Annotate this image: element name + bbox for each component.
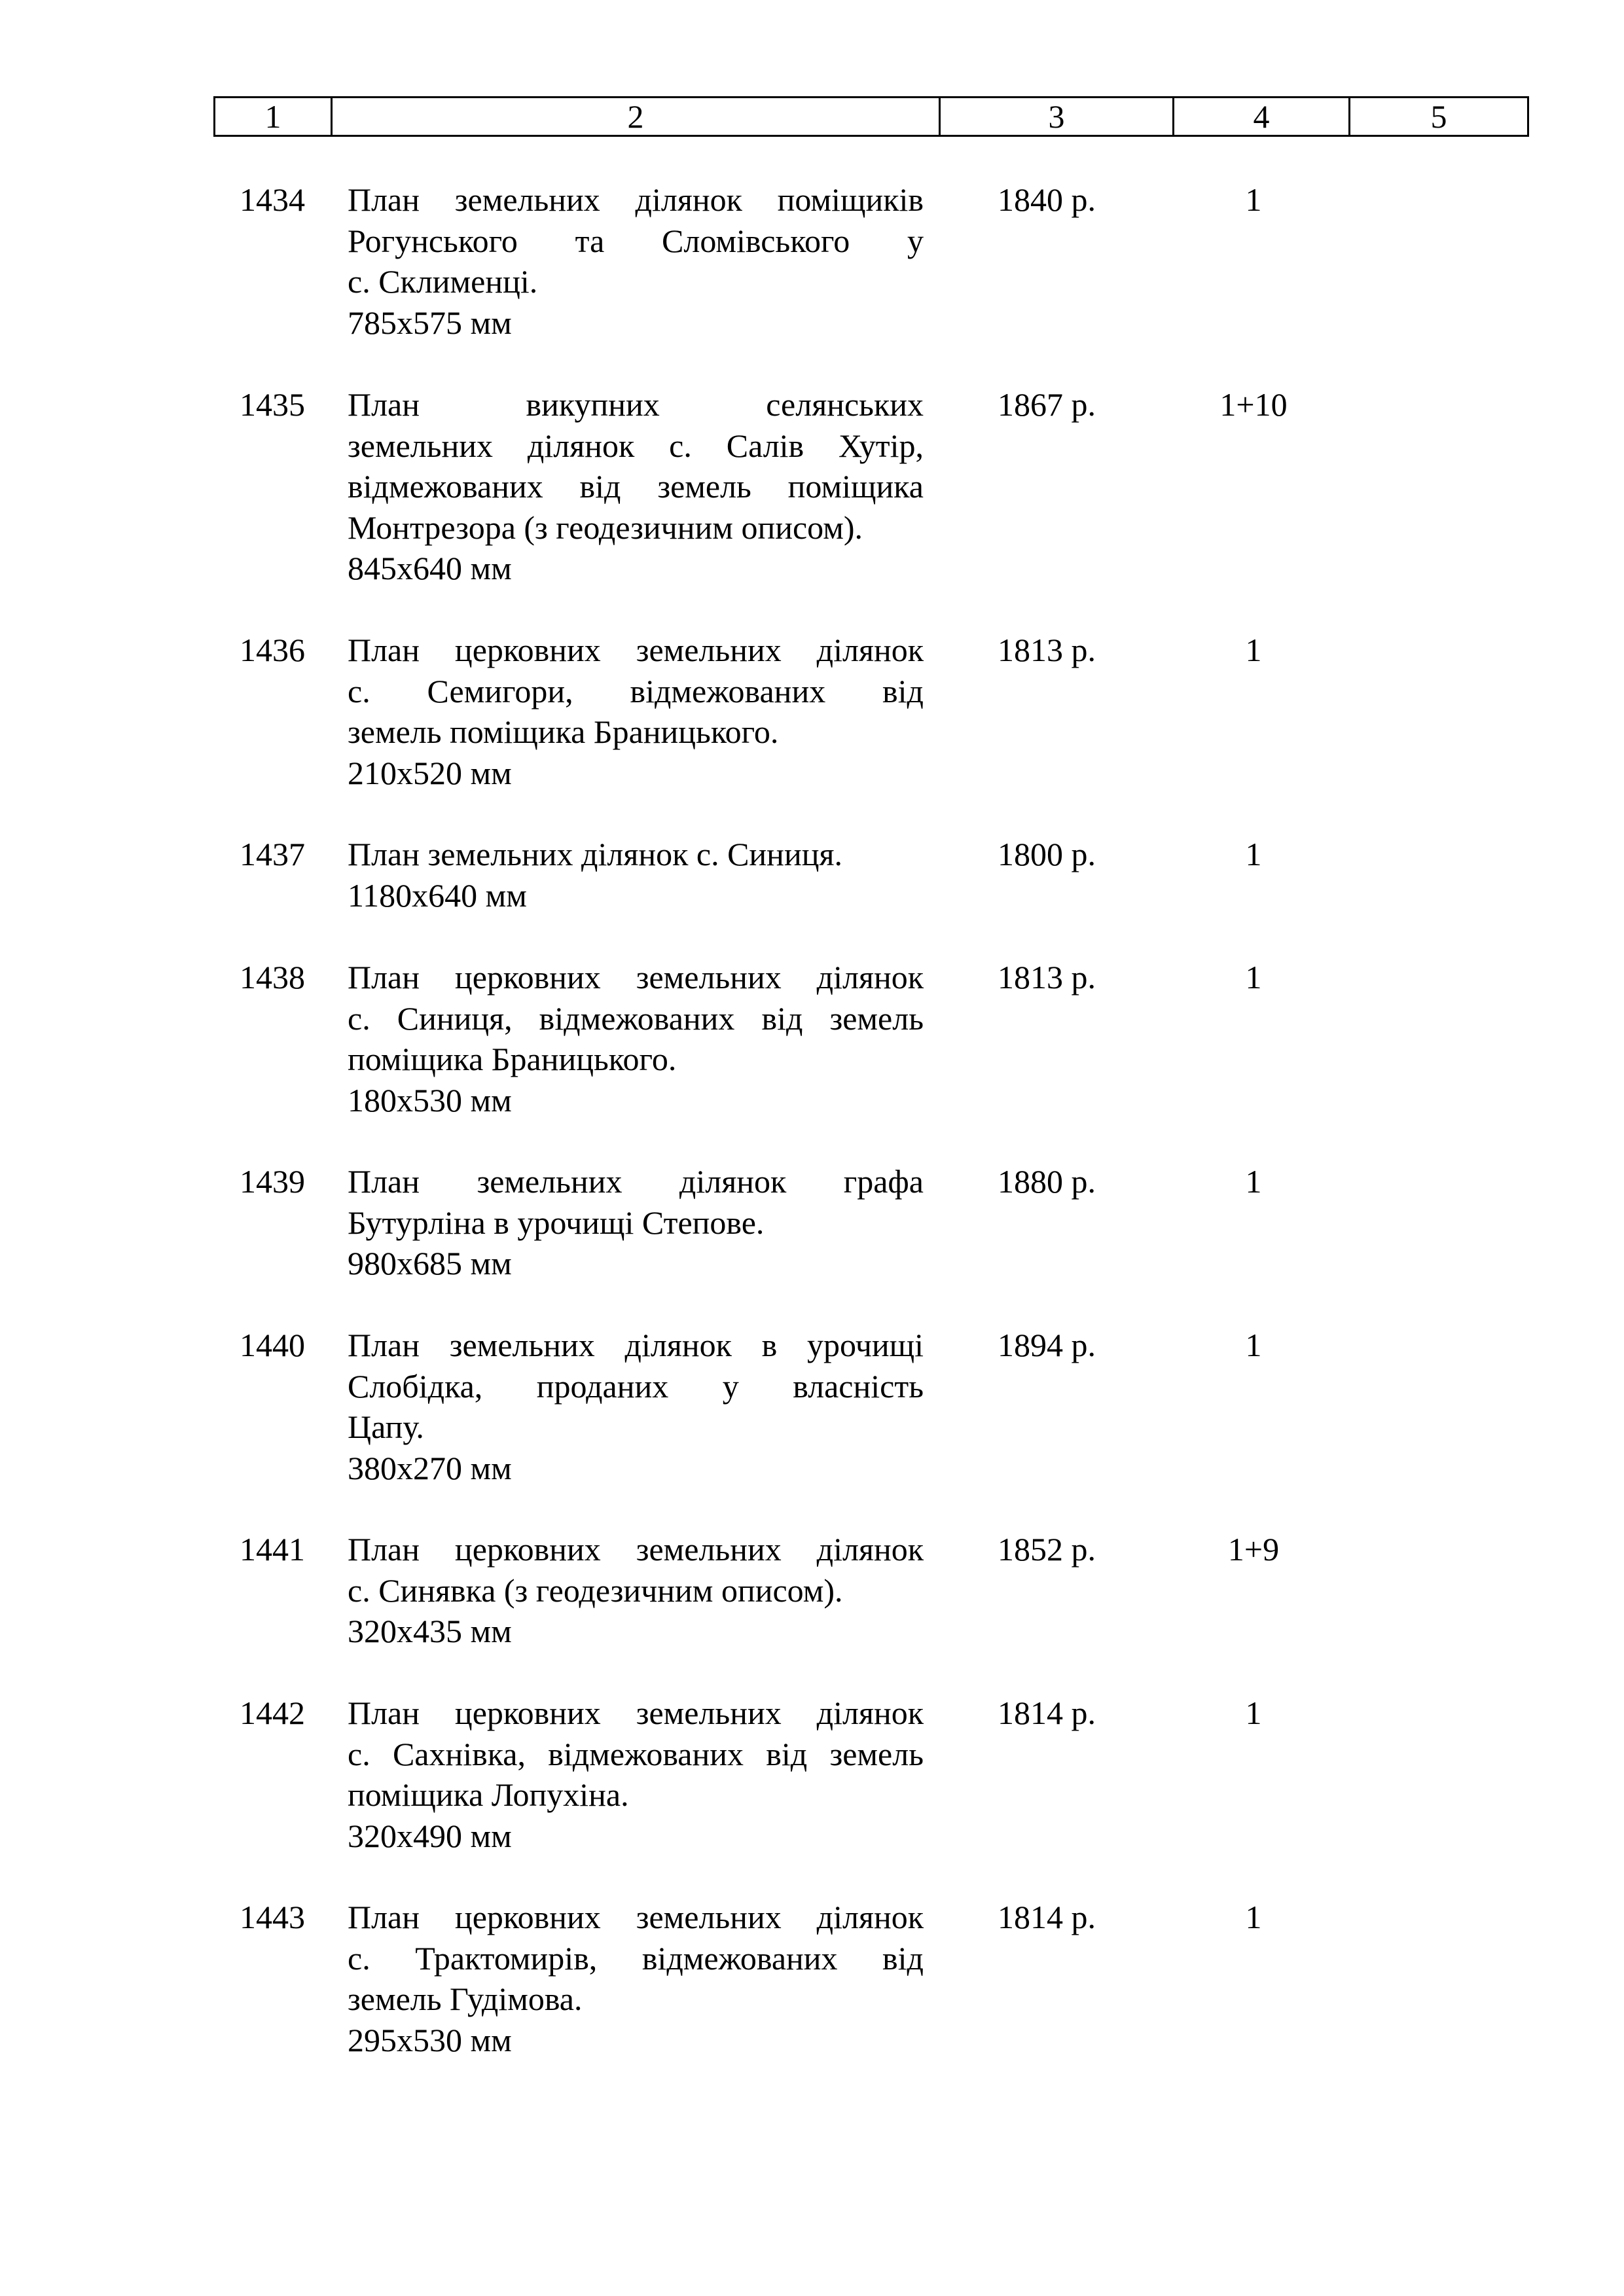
entry-size: 210х520 мм	[348, 754, 512, 791]
description-line: земель поміщика Браницького.	[348, 713, 779, 750]
entry-size: 380х270 мм	[348, 1449, 512, 1486]
description-line: земельних ділянок с. Салів Хутір,	[348, 427, 924, 464]
description-line: План земельних ділянок графа	[348, 1163, 924, 1200]
entry-count: 1	[1245, 1163, 1262, 1200]
column-header-5: 5	[1350, 98, 1528, 136]
description-line: с. Склименці.	[348, 263, 538, 300]
entry-number: 1438	[240, 959, 305, 996]
description-line: План церковних земельних ділянок	[348, 1899, 924, 1935]
entry-count: 1	[1245, 632, 1262, 668]
description-line: План земельних ділянок в урочищі	[348, 1327, 924, 1363]
entry-date: 1880 р.	[998, 1163, 1096, 1200]
description-line: План церковних земельних ділянок	[348, 1531, 924, 1568]
entry-count: 1+10	[1219, 386, 1288, 423]
entry-date: 1814 р.	[998, 1899, 1096, 1935]
entry-count: 1	[1245, 1695, 1262, 1731]
entry-count: 1	[1245, 181, 1262, 218]
column-header-row	[215, 98, 1528, 136]
entry-number: 1436	[240, 632, 305, 668]
description-line: земель Гудімова.	[348, 1981, 583, 2017]
entry-description	[348, 1325, 924, 1488]
entry-size: 845х640 мм	[348, 550, 512, 586]
description-line: с. Семигори, відмежованих від	[348, 672, 924, 709]
entry-number: 1439	[240, 1163, 305, 1200]
entry-date: 1814 р.	[998, 1695, 1096, 1731]
entry-date: 1867 р.	[998, 386, 1096, 423]
entry-date: 1800 р.	[998, 836, 1096, 872]
entry-description	[348, 834, 924, 916]
column-header-2: 2	[332, 98, 940, 136]
entry-description	[348, 1897, 924, 2060]
description-line: Слобідка, проданих у власність	[348, 1367, 924, 1405]
entry-number: 1441	[240, 1531, 305, 1568]
entry-size: 980х685 мм	[348, 1245, 512, 1282]
description-line: Цапу.	[348, 1408, 424, 1445]
description-line: План земельних ділянок поміщиків	[348, 181, 924, 218]
entry-number: 1443	[240, 1899, 305, 1935]
entry-size: 1180х640 мм	[348, 876, 527, 914]
entry-number: 1434	[240, 181, 305, 218]
description-line: Монтрезора (з геодезичним описом).	[348, 509, 863, 546]
column-header-table	[213, 96, 1529, 137]
description-line: поміщика Браницького.	[348, 1041, 677, 1077]
entry-number: 1440	[240, 1327, 305, 1363]
entry-description	[348, 1693, 924, 1856]
column-header-1: 1	[215, 98, 332, 136]
entry-count: 1	[1245, 1327, 1262, 1363]
entry-size: 295х530 мм	[348, 2021, 512, 2058]
entry-description	[348, 1161, 924, 1284]
entry-size: 180х530 мм	[348, 1081, 512, 1119]
entry-count: 1	[1245, 836, 1262, 872]
entry-number: 1442	[240, 1695, 305, 1731]
description-line: с. Сахнівка, відмежованих від земель	[348, 1735, 924, 1772]
entry-size: 320х435 мм	[348, 1613, 512, 1649]
column-header-3: 3	[940, 98, 1174, 136]
entry-count: 1	[1245, 1899, 1262, 1935]
description-line: поміщика Лопухіна.	[348, 1776, 629, 1813]
entry-description	[348, 957, 924, 1121]
entry-date: 1852 р.	[998, 1531, 1096, 1568]
description-line: Рогунського та Сломівського у	[348, 222, 924, 259]
description-line: План земельних ділянок с. Синиця.	[348, 836, 842, 872]
entry-number: 1437	[240, 836, 305, 872]
entry-date: 1894 р.	[998, 1327, 1096, 1363]
description-line: с. Синиця, відмежованих від земель	[348, 999, 924, 1037]
entry-date: 1813 р.	[998, 632, 1096, 668]
description-line: План церковних земельних ділянок	[348, 1695, 924, 1731]
entry-description	[348, 179, 924, 343]
description-line: План церковних земельних ділянок	[348, 959, 924, 996]
entry-description	[348, 630, 924, 793]
entry-count: 1	[1245, 959, 1262, 996]
description-line: План церковних земельних ділянок	[348, 632, 924, 668]
description-line: с. Синявка (з геодезичним описом).	[348, 1571, 843, 1609]
entry-number: 1435	[240, 386, 305, 423]
entry-description	[348, 384, 924, 589]
entry-count: 1+9	[1227, 1531, 1280, 1568]
entry-date: 1840 р.	[998, 181, 1096, 218]
entry-description	[348, 1529, 924, 1652]
entry-size: 320х490 мм	[348, 1817, 512, 1854]
description-line: Бутурліна в урочищі Степове.	[348, 1204, 765, 1241]
description-line: с. Трактомирів, відмежованих від	[348, 1939, 924, 1977]
entry-size: 785х575 мм	[348, 304, 512, 341]
column-header-4: 4	[1174, 98, 1350, 136]
description-line: План викупних селянських	[348, 386, 924, 423]
entry-date: 1813 р.	[998, 959, 1096, 996]
description-line: відмежованих від земель поміщика	[348, 468, 924, 505]
